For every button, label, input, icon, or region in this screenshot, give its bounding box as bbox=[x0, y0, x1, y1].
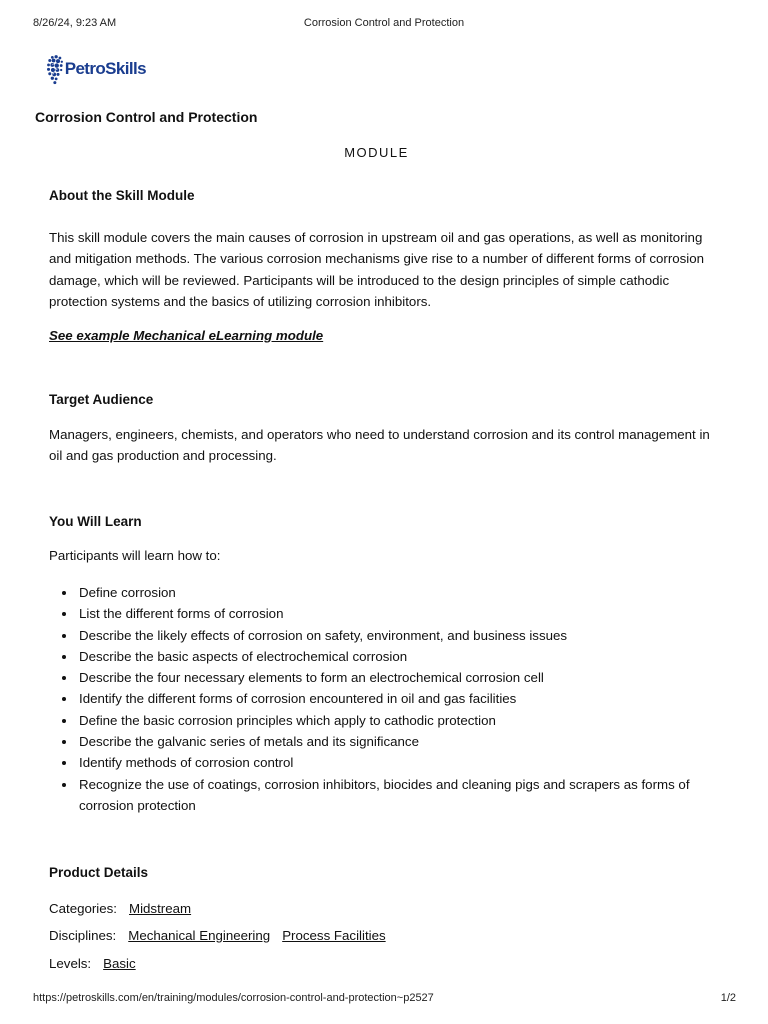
list-item: Describe the basic aspects of electrochemical corrosion bbox=[79, 646, 729, 667]
categories-label: Categories: bbox=[49, 901, 117, 916]
page-number: 1/2 bbox=[720, 992, 736, 1004]
levels-row bbox=[49, 953, 136, 974]
disciplines-label: Disciplines: bbox=[49, 928, 117, 943]
print-doc-title: Corrosion Control and Protection bbox=[303, 17, 465, 29]
dot-cluster-logo-icon bbox=[46, 45, 64, 95]
example-module-link[interactable]: See example Mechanical eLearning module bbox=[49, 328, 324, 343]
list-item: Describe the four necessary elements to form an electrochemical corrosion cell bbox=[79, 667, 729, 688]
petroskills-logo[interactable] bbox=[46, 44, 146, 96]
list-item: Define corrosion bbox=[79, 582, 729, 603]
list-item: Identify the different forms of corrosion encountered in oil and gas facilities bbox=[79, 688, 729, 709]
audience-heading: Target Audience bbox=[49, 392, 154, 407]
learn-heading: You Will Learn bbox=[49, 514, 142, 529]
print-datetime: 8/26/24, 9:23 AM bbox=[33, 17, 117, 29]
product-details-heading: Product Details bbox=[49, 865, 149, 880]
list-item: Recognize the use of coatings, corrosion inhibitors, biocides and cleaning pigs and scrapers as forms of corrosion protection bbox=[79, 774, 729, 817]
list-item: Describe the likely effects of corrosion on safety, environment, and business issues bbox=[79, 625, 729, 646]
categories-row bbox=[49, 898, 191, 919]
category-link-midstream[interactable]: Midstream bbox=[129, 901, 192, 916]
audience-text: Managers, engineers, chemists, and operators who need to understand corrosion and its control management in oil and gas production and processing. bbox=[49, 427, 710, 464]
logo-text: PetroSkills bbox=[64, 59, 146, 78]
list-item: List the different forms of corrosion bbox=[79, 603, 729, 624]
list-item: Define the basic corrosion principles which apply to cathodic protection bbox=[79, 710, 729, 731]
about-text: This skill module covers the main causes of corrosion in upstream oil and gas operations, as well as monitoring and mitigation methods. The various corrosion mechanisms give rise to a number of different forms of corrosion damage, which will be reviewed. Participants will be introduced to the design principles of simple cathodic protection systems and the basics of utilizing corrosion inhibitors. bbox=[49, 230, 705, 309]
print-header bbox=[0, 17, 768, 31]
module-label: MODULE bbox=[344, 145, 409, 160]
discipline-link-process-facilities[interactable]: Process Facilities bbox=[282, 928, 386, 943]
list-item: Identify methods of corrosion control bbox=[79, 752, 729, 773]
print-url: https://petroskills.com/en/training/modules/corrosion-control-and-protection~p2527 bbox=[33, 992, 434, 1004]
course-title: Corrosion Control and Protection bbox=[35, 109, 258, 125]
about-heading: About the Skill Module bbox=[49, 188, 195, 203]
learning-objectives-list bbox=[79, 582, 729, 816]
print-footer bbox=[0, 992, 768, 1006]
list-item: Describe the galvanic series of metals and its significance bbox=[79, 731, 729, 752]
level-link-basic[interactable]: Basic bbox=[103, 956, 136, 971]
discipline-link-mechanical-engineering[interactable]: Mechanical Engineering bbox=[128, 928, 271, 943]
learn-intro: Participants will learn how to: bbox=[49, 548, 221, 563]
levels-label: Levels: bbox=[49, 956, 92, 971]
disciplines-row bbox=[49, 925, 386, 946]
